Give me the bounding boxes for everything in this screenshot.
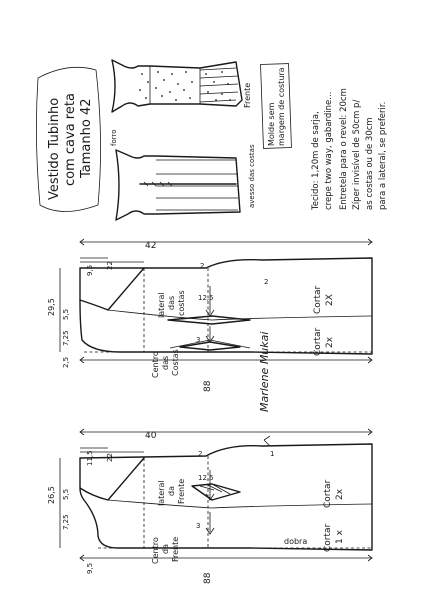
fold-label: dobra: [284, 537, 308, 546]
front-dim-small: 9,5: [86, 562, 94, 574]
designer-signature: [258, 332, 271, 412]
front-cut-bottom-qty: 1 x: [335, 530, 345, 544]
back-dim-side: 2: [200, 262, 205, 270]
back-cut-bottom-text: Cortar: [313, 327, 323, 356]
back-center-label-a: Centro: [151, 351, 160, 378]
back-dim-armhole: 5,5: [62, 308, 70, 320]
front-dim-length: 88: [203, 572, 213, 584]
back-dim-shoulder: 9,5: [86, 264, 94, 276]
title-line-2: com cava reta: [63, 93, 78, 186]
materials-line-6: para a lateral, se preferir.: [378, 101, 388, 210]
front-center-label-c: Frente: [171, 536, 180, 562]
front-center-label-b: da: [161, 544, 170, 554]
materials-line-3: Entretela para o revel: 20cm: [339, 88, 349, 210]
front-dim-dart-width: 3: [196, 522, 201, 530]
note-line-2: margem de costura: [277, 67, 286, 146]
front-dim-neck-drop: 7,25: [62, 514, 70, 530]
front-dim-neck: 22: [106, 453, 114, 462]
lining-label: forro: [110, 129, 118, 146]
materials-line-5: as costas ou de 30cm: [365, 117, 375, 210]
note-line-1: Molde sem: [267, 102, 276, 146]
front-dim-shoulder: 11,5: [86, 450, 94, 466]
back-dim-hip-depth: 29,5: [47, 298, 56, 316]
materials-line-4: Zíper invisível de 50cm p/: [352, 99, 362, 210]
front-dim-hem-step: 1: [270, 450, 275, 458]
back-side-label-c: costas: [177, 290, 186, 316]
front-cut-top-qty: 2x: [335, 488, 345, 500]
front-side-label-a: lateral: [157, 480, 166, 506]
back-cut-top-text: Cortar: [313, 285, 323, 314]
back-view-label: [248, 144, 256, 208]
front-view-label: Frente: [243, 82, 252, 108]
front-dim-total-width: 40: [145, 431, 157, 441]
front-center-label-a: Centro: [151, 537, 160, 564]
back-dim-total-width: 42: [145, 241, 157, 251]
back-cut-bottom-qty: 2x: [325, 336, 335, 348]
back-dim-neck: 22: [106, 261, 114, 270]
signature-text: Marlene Mukai: [258, 331, 271, 412]
back-dim-dart: 12,5: [198, 294, 214, 302]
back-center-label-b: das: [161, 355, 170, 370]
back-view-label-text: avesso das costas: [248, 144, 256, 208]
back-side-label-b: das: [167, 295, 176, 310]
back-dim-neck-drop: 7,25: [62, 330, 70, 346]
back-dim-hem-step: 2: [264, 278, 269, 286]
front-dim-armhole: 5,5: [62, 488, 70, 500]
title-line-1: Vestido Tubinho: [47, 97, 62, 200]
materials-line-1: Tecido: 1,20m de sarja,: [311, 111, 321, 210]
back-dim-length: 88: [203, 380, 213, 392]
front-dim-dart: 12,5: [198, 474, 214, 482]
front-side-label-c: Frente: [177, 478, 186, 504]
back-cut-top-qty: 2X: [325, 294, 335, 306]
back-dim-dart-width: 3: [196, 336, 201, 344]
back-dim-small: 2,5: [62, 356, 70, 368]
front-dim-side: 2: [198, 450, 203, 458]
front-dim-hip-depth: 26,5: [47, 486, 56, 504]
front-cut-top-text: Cortar: [323, 479, 333, 508]
materials-line-2: crepe two way, gabardine...: [324, 91, 334, 210]
title-line-3: Tamanho 42: [79, 98, 94, 178]
back-side-label-a: lateral: [157, 292, 166, 318]
back-center-label-c: Costas: [171, 349, 180, 376]
front-cut-bottom-text: Cortar: [323, 523, 333, 552]
front-side-label-b: da: [167, 486, 176, 496]
